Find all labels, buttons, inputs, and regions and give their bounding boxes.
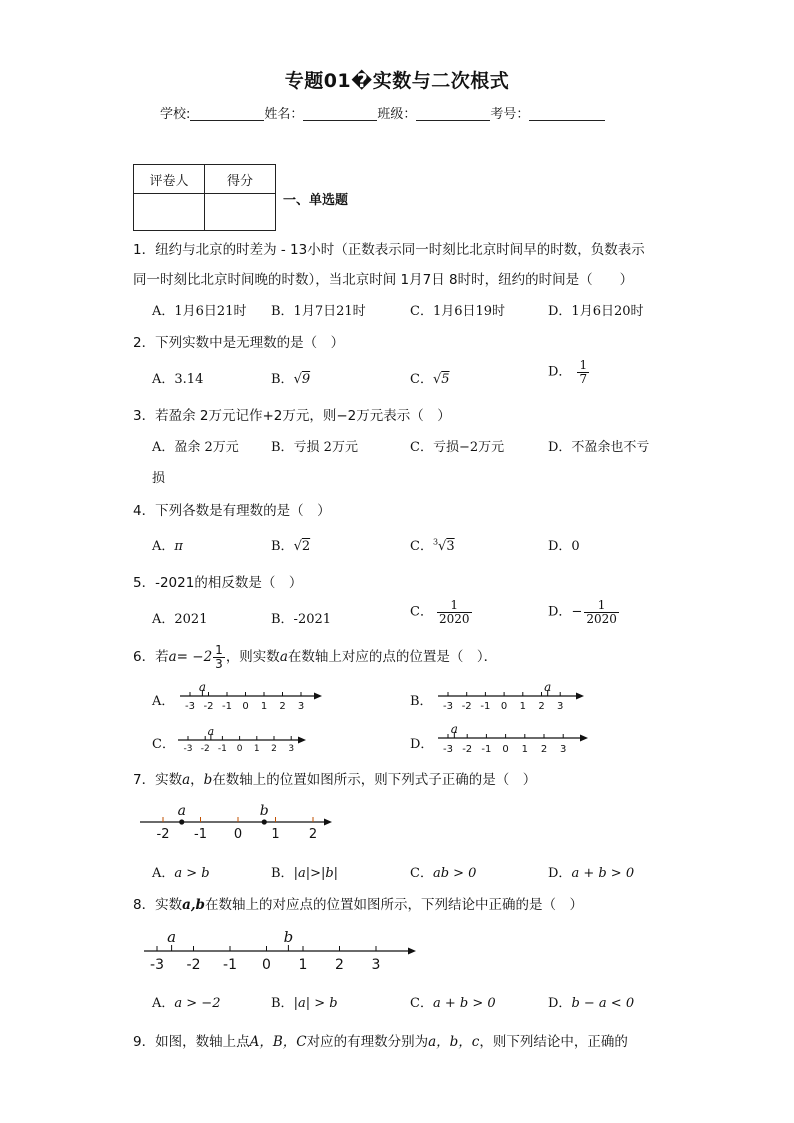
tick-label: -2: [200, 744, 210, 754]
school-blank[interactable]: [190, 106, 264, 121]
axis-arrow-icon: [576, 693, 584, 700]
tick-label: -3: [185, 701, 195, 712]
name-label: 姓名：: [264, 107, 304, 122]
q6-option-c-label[interactable]: C．: [152, 737, 175, 752]
tick-label: 3: [557, 701, 564, 712]
tick-label: 0: [236, 744, 243, 754]
tick-label: 3: [288, 744, 295, 754]
q4-option-b[interactable]: B．√2: [271, 539, 311, 554]
q2-option-c[interactable]: C．√5: [410, 372, 450, 387]
q3-stem: 3．若盈余 2万元记作+2万元，则−2万元表示（ ）: [133, 408, 451, 424]
axis-arrow-icon: [298, 737, 306, 744]
class-blank[interactable]: [416, 106, 490, 121]
tick-label: -3: [443, 701, 453, 712]
axis-arrow-icon: [408, 948, 416, 955]
grader-cell[interactable]: [134, 194, 205, 231]
tick-label: -1: [222, 701, 232, 712]
tick-label: 0: [500, 701, 508, 712]
q1-option-a[interactable]: A．1月6日21时: [152, 304, 247, 319]
q8-option-c[interactable]: C．a + b > 0: [410, 996, 496, 1011]
class-label: 班级：: [377, 107, 417, 122]
point-label: a: [198, 680, 206, 694]
q3-option-a[interactable]: A．盈余 2万元: [152, 440, 239, 455]
q2-option-a[interactable]: A．3.14: [152, 372, 204, 387]
tick-label: -2: [186, 957, 201, 973]
point-label: b: [259, 803, 269, 819]
q4-option-a[interactable]: A．π: [152, 539, 183, 554]
tick-label: 1: [298, 957, 308, 973]
q7-stem: 7．实数a，b在数轴上的位置如图所示，则下列式子正确的是（ ）: [133, 772, 537, 788]
tick-label: 2: [279, 701, 286, 712]
grader-header: 评卷人: [134, 165, 205, 194]
axis-arrow-icon: [314, 693, 322, 700]
q4-option-d[interactable]: D．0: [548, 539, 580, 554]
tick-label: 1: [253, 744, 260, 754]
tick-label: 3: [297, 701, 305, 712]
tick-label: 1: [260, 701, 268, 712]
point-label: a: [544, 680, 552, 694]
tick-label: 2: [538, 701, 545, 712]
tick-label: 3: [371, 957, 381, 973]
tick-label: -3: [443, 744, 453, 755]
point-label: a: [177, 803, 186, 819]
q6-option-d-label[interactable]: D．: [410, 737, 434, 752]
q8-option-a[interactable]: A．a > −2: [152, 996, 221, 1011]
q6-option-b-label[interactable]: B．: [410, 694, 433, 709]
q7-numberline: [136, 800, 336, 842]
tick-label: -2: [203, 701, 214, 712]
tick-label: 1: [271, 827, 280, 842]
q2-option-d[interactable]: D． $\frac{1}{7}$: [548, 358, 588, 386]
point-label: b: [283, 928, 294, 946]
tick-label: -3: [150, 957, 164, 973]
tick-label: -2: [462, 744, 473, 755]
q1-stem-line2: 同一时刻比北京时间晚的时数），当北京时间 1月7日 8时时，纽约的时间是（ ）: [133, 272, 634, 288]
q1-option-c[interactable]: C．1月6日19时: [410, 304, 506, 319]
q6-numberline-a[interactable]: [176, 678, 326, 714]
q8-stem: 8．实数a,b在数轴上的对应点的位置如图所示，下列结论中正确的是（ ）: [133, 897, 583, 913]
tick-label: 3: [560, 744, 567, 755]
q5-option-c[interactable]: C． $\frac{1}{2020}$: [410, 598, 470, 626]
q1-option-b[interactable]: B．1月7日21时: [271, 304, 366, 319]
tick-label: -1: [217, 744, 227, 754]
tick-label: 0: [262, 957, 271, 973]
q7-option-d[interactable]: D．a + b > 0: [548, 866, 635, 881]
tick-label: 2: [271, 744, 277, 754]
q5-option-a[interactable]: A．2021: [152, 612, 208, 627]
q4-stem: 4．下列各数是有理数的是（ ）: [133, 503, 331, 519]
q3-option-b[interactable]: B．亏损 2万元: [271, 440, 358, 455]
q3-option-d[interactable]: D．不盈余也不亏: [548, 440, 650, 455]
q6-stem: 6．若a= −2 $\frac{1}{3}$ ，则实数a在数轴上对应的点的位置是（ ）．: [133, 643, 498, 671]
q8-option-b[interactable]: B．|a| > b: [271, 996, 338, 1011]
school-label: 学校:: [160, 107, 191, 122]
tick-label: -1: [223, 957, 237, 973]
q6-numberline-d[interactable]: [434, 720, 590, 756]
tick-label: 1: [519, 701, 526, 712]
score-header: 得分: [205, 165, 276, 194]
point-dot: [179, 819, 184, 824]
point-label: a: [207, 725, 215, 738]
q5-option-b[interactable]: B．-2021: [271, 612, 332, 627]
axis-arrow-icon: [324, 819, 332, 826]
tick-label: 2: [308, 827, 318, 842]
q6-numberline-c[interactable]: [176, 720, 308, 756]
q9-stem: 9．如图，数轴上点A，B，C对应的有理数分别为a，b，c，则下列结论中，正确的: [133, 1034, 628, 1050]
point-dot: [262, 819, 267, 824]
exam-no-label: 考号：: [490, 107, 530, 122]
point-label: a: [167, 928, 177, 946]
tick-label: -2: [156, 827, 170, 842]
name-blank[interactable]: [303, 106, 377, 121]
q4-option-c[interactable]: C．$^3$√3: [410, 537, 455, 554]
page-title: 专题01�实数与二次根式: [284, 70, 510, 92]
q2-option-b[interactable]: B．√9: [271, 372, 311, 387]
tick-label: 0: [502, 744, 509, 755]
q5-option-d[interactable]: D．− $\frac{1}{2020}$: [548, 598, 617, 626]
section-heading: 一、单选题: [283, 193, 349, 208]
tick-label: 0: [242, 701, 249, 712]
q6-numberline-b[interactable]: [434, 678, 586, 714]
q3-option-c[interactable]: C．亏损−2万元: [410, 440, 505, 455]
tick-label: 1: [521, 744, 528, 755]
tick-label: 2: [335, 957, 344, 973]
exam-no-blank[interactable]: [529, 106, 605, 121]
tick-label: 0: [233, 827, 243, 842]
tick-label: -3: [183, 744, 193, 754]
score-table: [133, 164, 276, 231]
score-cell[interactable]: [205, 194, 276, 231]
q6-option-a-label[interactable]: A．: [152, 694, 175, 709]
tick-label: -2: [461, 701, 472, 712]
tick-label: -1: [194, 827, 207, 842]
q1-option-d[interactable]: D．1月6日20时: [548, 304, 644, 319]
q7-option-a[interactable]: A．a > b: [152, 866, 210, 881]
q8-option-d[interactable]: D．b − a < 0: [548, 996, 635, 1011]
q7-option-b[interactable]: B．|a|>|b|: [271, 866, 339, 881]
student-info-line: [160, 103, 605, 122]
q2-stem: 2．下列实数中是无理数的是（ ）: [133, 335, 345, 351]
q5-stem: 5．-2021的相反数是（ ）: [133, 575, 303, 591]
point-label: a: [450, 722, 458, 736]
q3-option-d-cont: 损: [152, 471, 166, 486]
q8-numberline: [140, 925, 420, 975]
tick-label: -1: [481, 744, 492, 755]
tick-label: 2: [540, 744, 548, 755]
tick-label: -1: [480, 701, 491, 712]
q1-stem-line1: 1．纽约与北京的时差为 - 13小时（正数表示同一时刻比北京时间早的时数，负数表示: [133, 242, 645, 258]
q7-option-c[interactable]: C．ab > 0: [410, 866, 477, 881]
axis-arrow-icon: [580, 735, 588, 742]
